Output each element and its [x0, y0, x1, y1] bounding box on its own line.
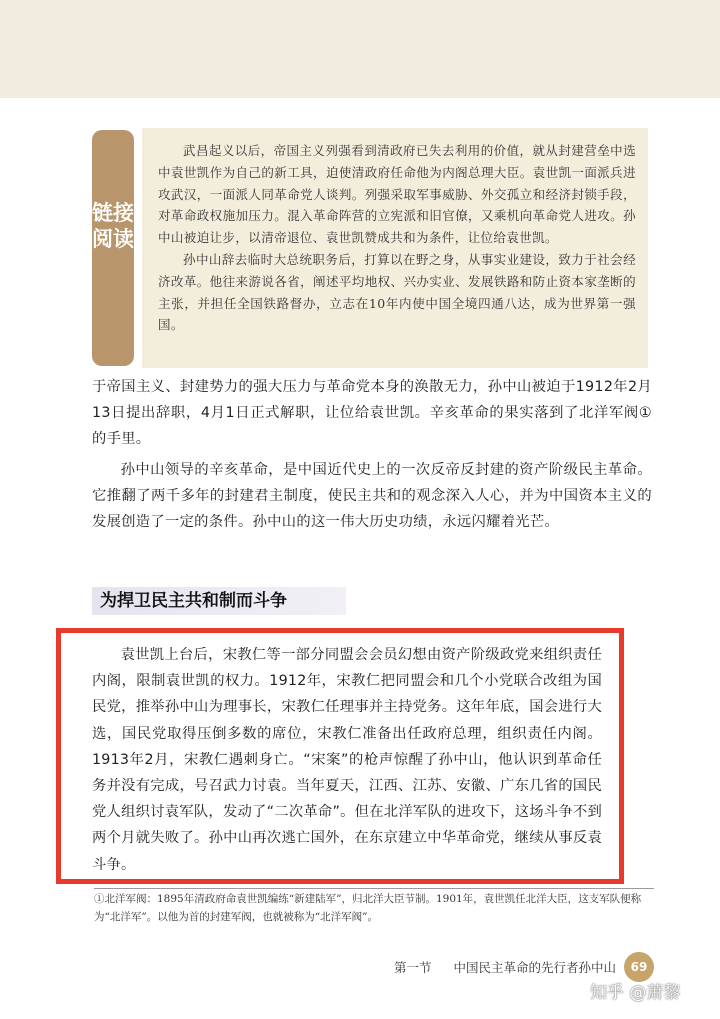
reading-link-tab: [92, 130, 134, 366]
body-paragraph: 于帝国主义、封建势力的强大压力与革命党本身的涣散无力，孙中山被迫于1912年2月13日提出辞职，4月1日正式解职，让位给袁世凯。辛亥革命的果实落到了北洋军阀①的手里。: [92, 379, 652, 448]
footer-section: 第一节: [394, 960, 432, 975]
body-paragraph: 孙中山领导的辛亥革命，是中国近代史上的一次反帝反封建的资产阶级民主革命。它推翻了两千多年的封建君主制度，使民主共和的观念深入人心，并为中国资本主义的发展创造了一定的条件。孙中山的这一伟大历史功绩，永远闪耀着光芒。: [92, 461, 652, 531]
footnote: ①北洋军阀：1895年清政府命袁世凯编练“新建陆军”，归北洋大臣节制。1901年，袁世凯任北洋大臣，这支军队便称为“北洋军”。以他为首的封建军阀，也就被称为“北洋军阀”。: [94, 888, 654, 926]
section-heading: 为捍卫民主共和制而斗争: [92, 587, 346, 615]
highlighted-paragraph: 袁世凯上台后，宋教仁等一部分同盟会会员幻想由资产阶级政党来组织责任内阁，限制袁世凯的权力。1912年，宋教仁把同盟会和几个小党联合改组为国民党，推举孙中山为理事长，宋教仁任理事并主持党务。这年年底，国会进行大选，国民党取得压倒多数的席位，宋教仁准备出任政府总理，组织责任内阁。1913年2月，宋教仁遇刺身亡。“宋案”的枪声惊醒了孙中山，他认识到革命任务并没有完成，号召武力讨袁。当年夏天，江西、江苏、安徽、广东几省的国民党人组织讨袁军队，发动了“二次革命”。但在北洋军队的进攻下，这场斗争不到两个月就失败了。孙中山再次逃亡国外，在东京建立中华革命党，继续从事反袁斗争。: [92, 647, 602, 873]
watermark: 知乎 @萧黎: [590, 983, 681, 1003]
body-text: [92, 374, 652, 535]
reading-paragraph: 武昌起义以后，帝国主义列强看到清政府已失去利用的价值，就从封建营垒中选中袁世凯作为自己的新工具，迫使清政府任命他为内阁总理大臣。袁世凯一面派兵进攻武汉，一面派人同革命党人谈判。列强采取军事威胁、外交孤立和经济封锁手段，对革命政权施加压力。混入革命阵营的立宪派和旧官僚，又乘机向革命党人进攻。孙中山被迫让步，以清帝退位、袁世凯赞成共和为条件，让位给袁世凯。: [158, 143, 636, 246]
reading-box: [142, 128, 648, 368]
footer-chapter-title: 中国民主革命的先行者孙中山: [453, 960, 617, 975]
top-header-band: [0, 0, 720, 98]
reading-tab-label: 链接阅读: [92, 201, 134, 251]
page-number-badge: 69: [624, 952, 654, 982]
page-footer-title: [394, 958, 616, 976]
reading-paragraph: 孙中山辞去临时大总统职务后，打算以在野之身，从事实业建设，致力于社会经济改革。他往来游说各省，阐述平均地权、兴办实业、发展铁路和防止资本家垄断的主张，并担任全国铁路督办，立志在10年内使中国全境四通八达，成为世界第一强国。: [158, 251, 636, 333]
